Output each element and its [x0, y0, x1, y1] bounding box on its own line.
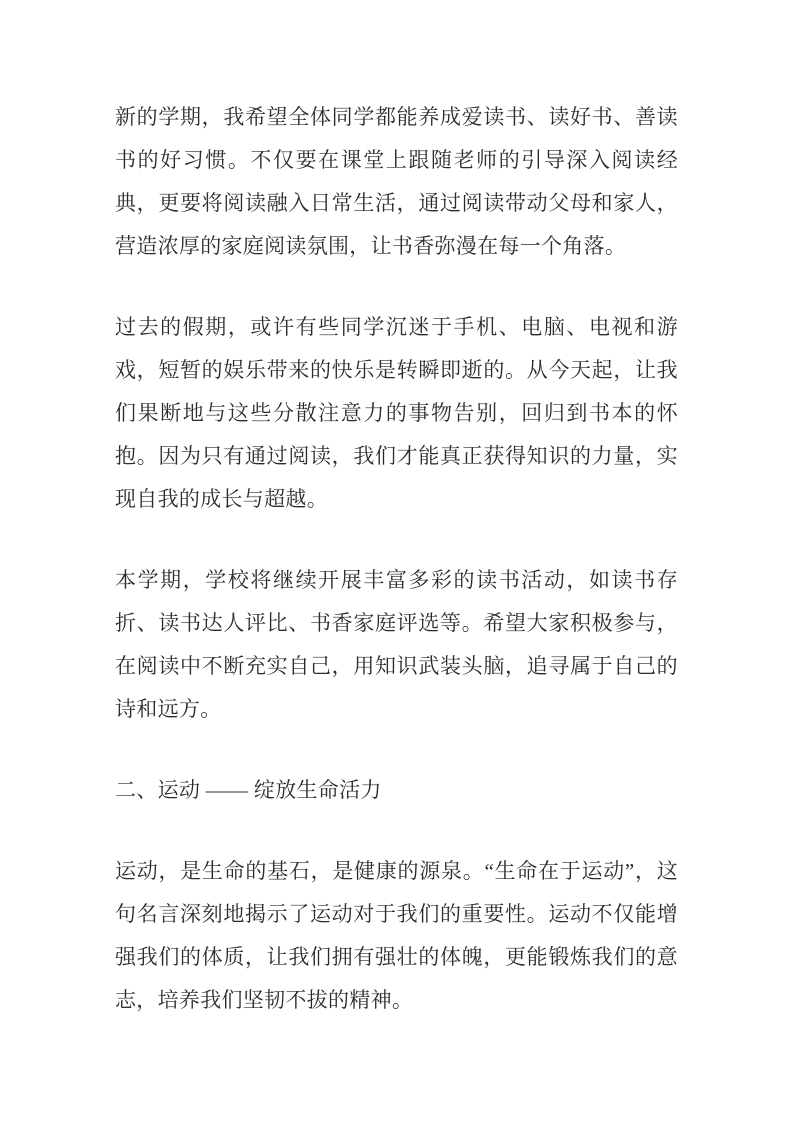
- section-heading-sports-vitality: 二、运动 —— 绽放生命活力: [115, 778, 382, 802]
- paragraph-past-holiday-distractions: 过去的假期，或许有些同学沉迷于手机、电脑、电视和游戏，短暂的娱乐带来的快乐是转瞬即逝的。从今天起，让我们果断地与这些分散注意力的事物告别，回归到书本的怀抱。因为只有通过阅读，我们才能真正获得知识的力量，实现自我的成长与超越。: [115, 315, 678, 511]
- paragraph-sports-importance: 运动，是生命的基石，是健康的源泉。“生命在于运动”，这句名言深刻地揭示了运动对于我们的重要性。运动不仅能增强我们的体质，让我们拥有强壮的体魄，更能锻炼我们的意志，培养我们坚韧不拔的精神。: [115, 859, 678, 1012]
- paragraph-school-reading-activities: 本学期，学校将继续开展丰富多彩的读书活动，如读书存折、读书达人评比、书香家庭评选等。希望大家积极参与，在阅读中不断充实自己，用知识武装头脑，追寻属于自己的诗和远方。: [115, 568, 678, 721]
- paragraph-new-semester-reading-habit: 新的学期，我希望全体同学都能养成爱读书、读好书、善读书的好习惯。不仅要在课堂上跟随老师的引导深入阅读经典，更要将阅读融入日常生活，通过阅读带动父母和家人，营造浓厚的家庭阅读氛围，让书香弥漫在每一个角落。: [115, 105, 678, 258]
